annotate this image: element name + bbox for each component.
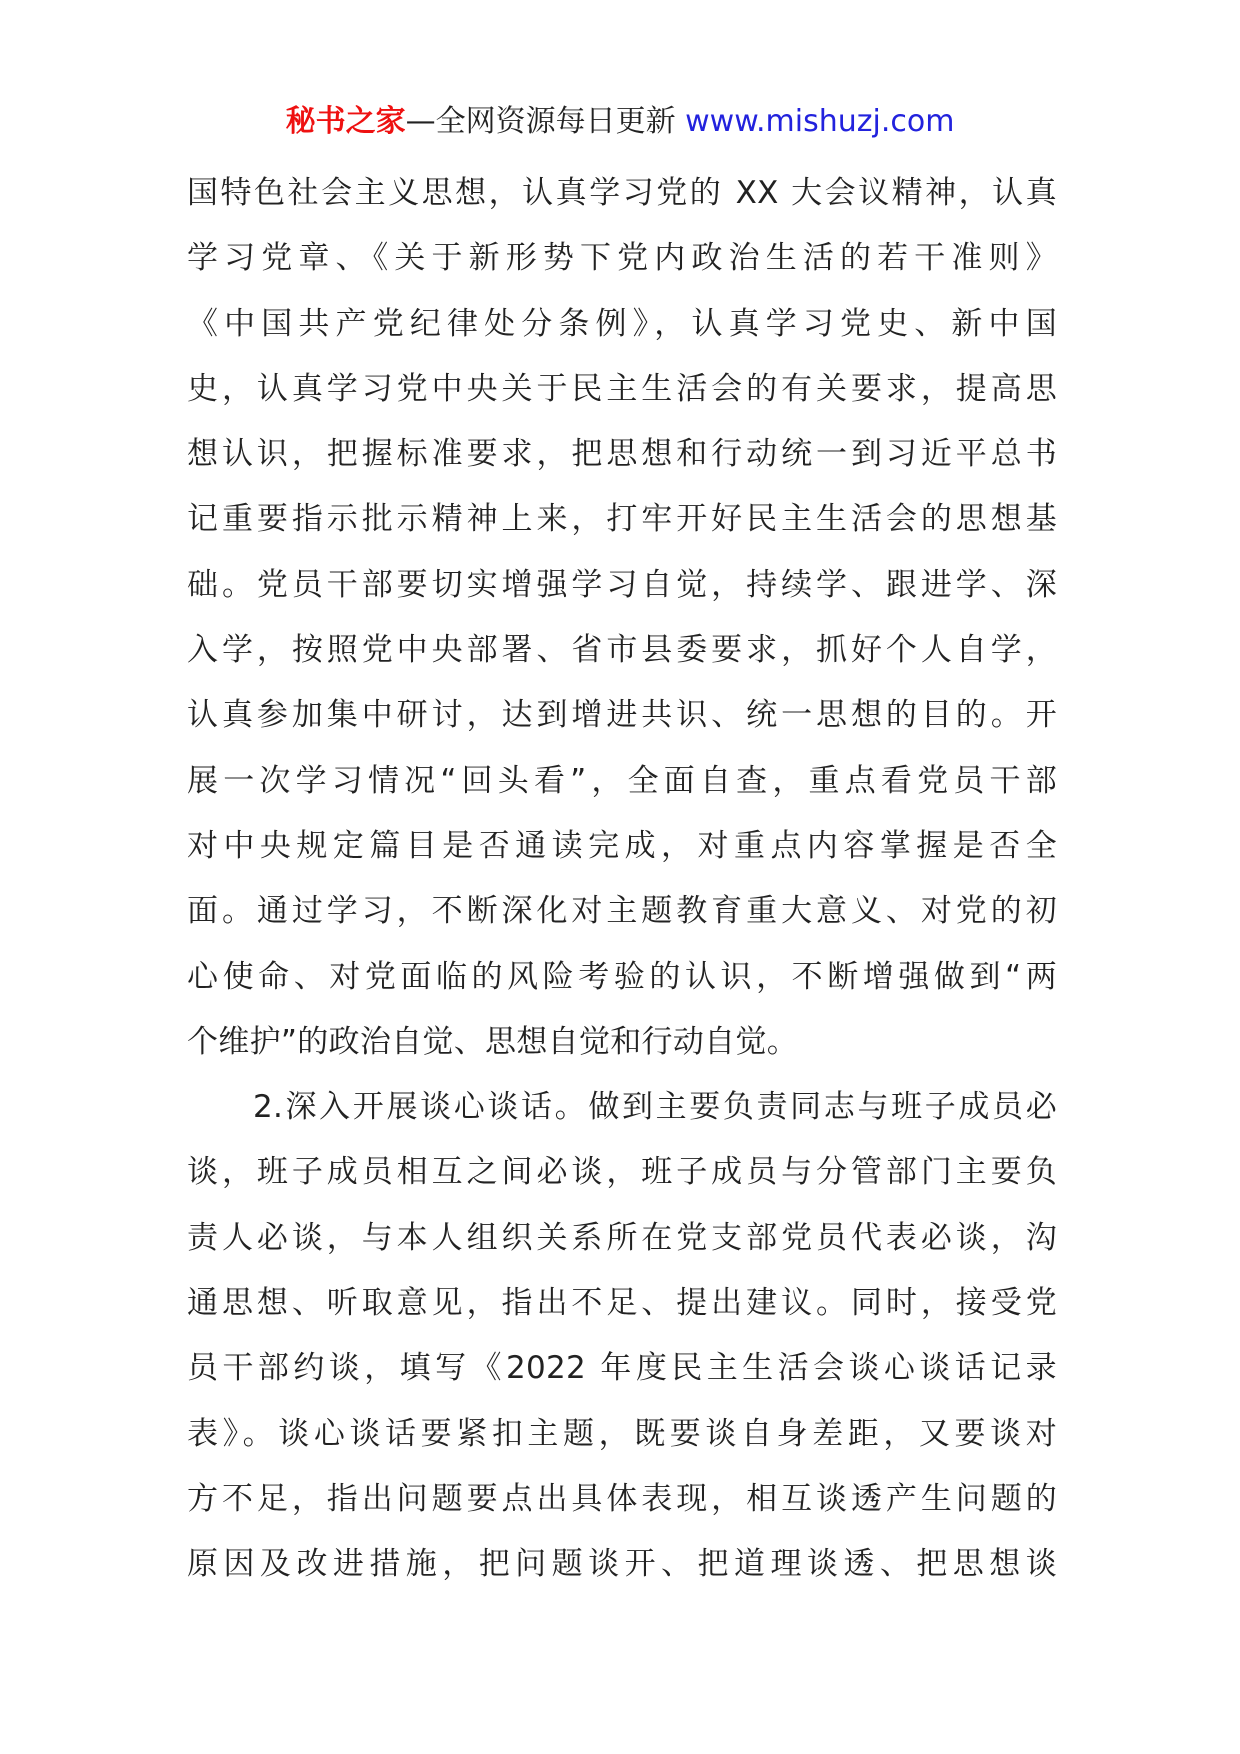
text-line: 入学，按照党中央部署、省市县委要求，抓好个人自学， — [187, 632, 1057, 669]
text-line: 谈，班子成员相互之间必谈，班子成员与分管部门主要负 — [187, 1154, 1057, 1191]
text-line: 表》。谈心谈话要紧扣主题，既要谈自身差距，又要谈对 — [187, 1415, 1057, 1452]
text-line: 员干部约谈，填写《2022 年度民主生活会谈心谈话记录 — [187, 1350, 1057, 1387]
document-body — [187, 161, 1057, 1598]
text-line: 方不足，指出问题要点出具体表现，相互谈透产生问题的 — [187, 1480, 1057, 1517]
text-line: 责人必谈，与本人组织关系所在党支部党员代表必谈，沟 — [187, 1219, 1057, 1256]
header-brand: 秘书之家 — [285, 104, 406, 139]
text-line: 认真参加集中研讨，达到增进共识、统一思想的目的。开 — [187, 697, 1057, 734]
text-line: 《中国共产党纪律处分条例》，认真学习党史、新中国 — [187, 305, 1057, 342]
text-line: 记重要指示批示精神上来，打牢开好民主生活会的思想基 — [187, 501, 1057, 538]
header-url-link[interactable]: www.mishuzj.com — [685, 104, 955, 139]
text-line: 对中央规定篇目是否通读完成，对重点内容掌握是否全 — [187, 827, 1057, 864]
text-line: 想认识，把握标准要求，把思想和行动统一到习近平总书 — [187, 436, 1057, 473]
text-line-first: 2.深入开展谈心谈话。做到主要负责同志与班子成员必 — [253, 1089, 1057, 1126]
text-line: 通思想、听取意见，指出不足、提出建议。同时，接受党 — [187, 1285, 1057, 1322]
text-line: 原因及改进措施，把问题谈开、把道理谈透、把思想谈 — [187, 1546, 1057, 1583]
text-line: 展一次学习情况“回头看”，全面自查，重点看党员干部 — [187, 762, 1057, 799]
paragraph-heart-to-heart-talks — [187, 1075, 1057, 1597]
text-line: 个维护”的政治自觉、思想自觉和行动自觉。 — [187, 1023, 799, 1060]
text-line: 础。党员干部要切实增强学习自觉，持续学、跟进学、深 — [187, 566, 1057, 603]
header-tagline: —全网资源每日更新 — [405, 104, 686, 139]
paragraph-study — [187, 161, 1057, 1075]
text-line: 学习党章、《关于新形势下党内政治生活的若干准则》 — [187, 240, 1057, 277]
text-line: 面。通过学习，不断深化对主题教育重大意义、对党的初 — [187, 893, 1057, 930]
text-line: 心使命、对党面临的风险考验的认识，不断增强做到“两 — [187, 958, 1057, 995]
text-line: 史，认真学习党中央关于民主生活会的有关要求，提高思 — [187, 370, 1057, 407]
page-header — [0, 100, 1240, 144]
text-line: 国特色社会主义思想，认真学习党的 XX 大会议精神，认真 — [187, 175, 1057, 211]
